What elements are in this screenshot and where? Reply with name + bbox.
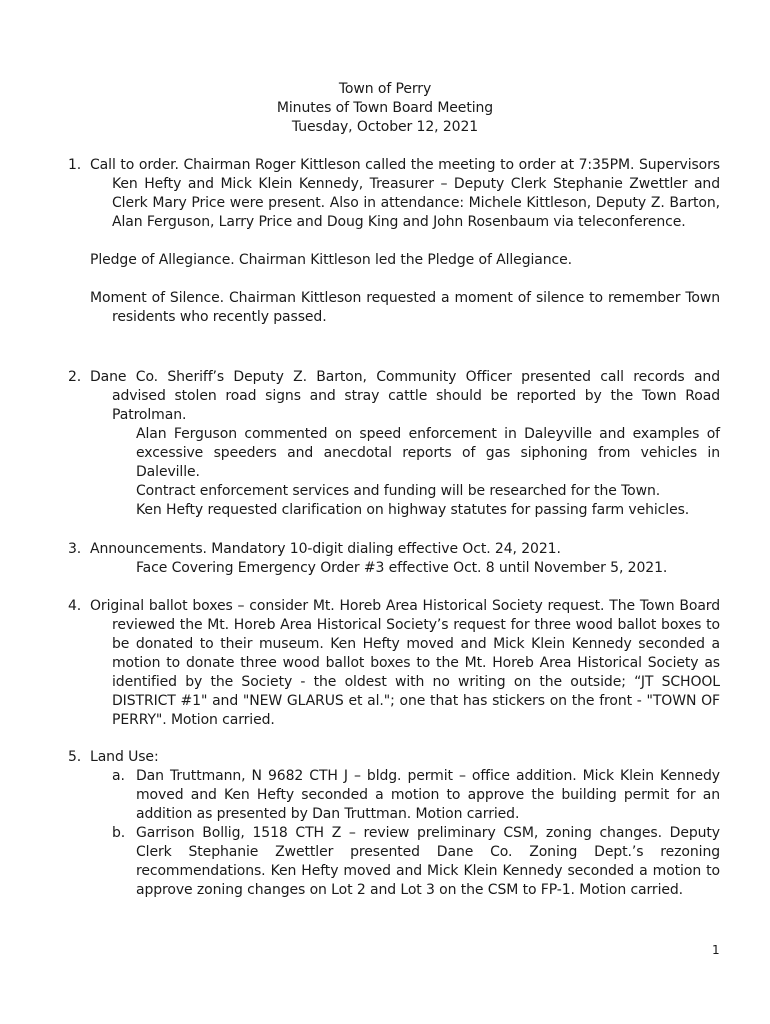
agenda-item-4 (68, 597, 720, 730)
meeting-date: Tuesday, October 12, 2021 (291, 119, 479, 135)
pledge-text: Pledge of Allegiance. Chairman Kittleson led the Pledge of Allegiance. (90, 252, 572, 268)
land-use-heading: Land Use: (90, 749, 159, 765)
item-number: 1. (68, 157, 82, 173)
ballot-boxes-text: Original ballot boxes – consider Mt. Horeb Area Historical Society request. The Town Board reviewed the Mt. Horeb Area Historical Society’s request for three wood ballot boxes to be donated to their museum. Ken Hefty moved and Mick Klein Kennedy seconded a motion to donate three wood ballot boxes to the Mt. Horeb Area Historical Society as identified by the Society - the oldest with no writing on the outside; “JT SCHOOL DISTRICT #1" and "NEW GLARUS et al."; one that has stickers on the front - "TOWN OF PERRY". Motion carried. (90, 598, 720, 728)
item-number: 3. (68, 541, 82, 557)
moment-of-silence-text: Moment of Silence. Chairman Kittleson requested a moment of silence to remember Town residents who recently passed. (90, 290, 720, 325)
bollig-csm-text: Garrison Bollig, 1518 CTH Z – review preliminary CSM, zoning changes. Deputy Clerk Stephanie Zwettler presented Dane Co. Zoning Dept.’s rezoning recommendations. Ken Hefty moved and Mick Klein Kennedy seconded a motion to approve zoning changes on Lot 2 and Lot 3 on the CSM to FP-1. Motion carried. (136, 825, 720, 898)
agenda-item-2 (68, 368, 720, 520)
document-title: Minutes of Town Board Meeting (276, 100, 494, 116)
land-use-item-b (68, 824, 720, 900)
face-covering-note: Face Covering Emergency Order #3 effective Oct. 8 until November 5, 2021. (136, 560, 668, 576)
agenda-item-1 (68, 156, 720, 327)
item-number: 2. (68, 369, 82, 385)
announcements-text: Announcements. Mandatory 10-digit dialing effective Oct. 24, 2021. (90, 541, 561, 557)
sheriff-report-text: Dane Co. Sheriff’s Deputy Z. Barton, Community Officer presented call records and advised stolen road signs and stray cattle should be reported by the Town Road Patrolman. (90, 369, 720, 423)
contract-enforcement-note: Contract enforcement services and funding will be researched for the Town. (136, 483, 661, 499)
ferguson-comment: Alan Ferguson commented on speed enforcement in Daleyville and examples of excessive speeders and anecdotal reports of gas siphoning from vehicles in Daleville. (136, 426, 720, 480)
minutes-header (0, 80, 770, 137)
sub-item-letter: a. (112, 768, 125, 784)
agenda-item-3 (68, 540, 720, 578)
page-number: 1 (712, 943, 720, 957)
item-number: 4. (68, 598, 82, 614)
call-to-order-text: Call to order. Chairman Roger Kittleson called the meeting to order at 7:35PM. Supervisors Ken Hefty and Mick Klein Kennedy, Treasurer – Deputy Clerk Stephanie Zwettler and Clerk Mary Price were present. Also in attendance: Michele Kittleson, Deputy Z. Barton, Alan Ferguson, Larry Price and Doug King and John Rosenbaum via teleconference. (90, 157, 720, 230)
town-name: Town of Perry (338, 81, 432, 97)
sub-item-letter: b. (112, 825, 126, 841)
hefty-clarification-note: Ken Hefty requested clarification on highway statutes for passing farm vehicles. (136, 502, 690, 518)
item-number: 5. (68, 749, 82, 765)
land-use-item-a (68, 767, 720, 824)
truttmann-permit-text: Dan Truttmann, N 9682 CTH J – bldg. permit – office addition. Mick Klein Kennedy moved and Ken Hefty seconded a motion to approve the building permit for an addition as presented by Dan Truttman. Motion carried. (136, 768, 720, 822)
agenda-item-5 (68, 748, 720, 900)
